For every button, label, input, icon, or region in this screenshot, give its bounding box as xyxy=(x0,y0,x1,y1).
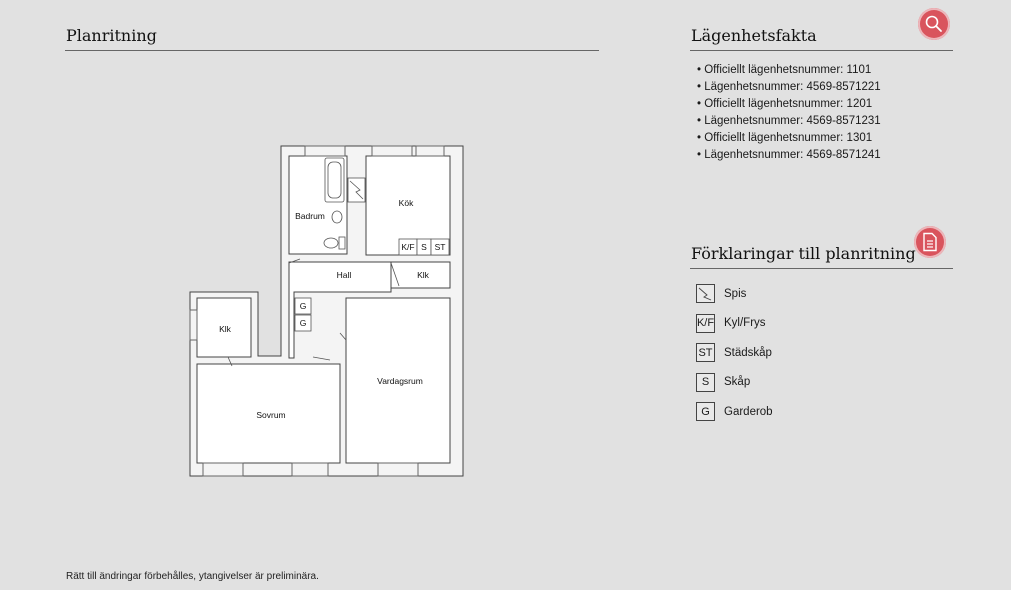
room-label-klk-right: Klk xyxy=(417,270,429,280)
search-icon xyxy=(924,14,944,34)
marker-g2: G xyxy=(299,318,307,328)
legend-label: Garderob xyxy=(724,405,773,418)
legend-symbol: G xyxy=(696,402,715,421)
marker-g1: G xyxy=(299,301,307,311)
legend-label: Städskåp xyxy=(724,346,772,359)
room-label-hall: Hall xyxy=(336,270,352,280)
document-icon xyxy=(921,232,939,252)
legend-label: Kyl/Frys xyxy=(724,317,766,330)
search-button[interactable] xyxy=(918,8,950,40)
marker-st: ST xyxy=(434,242,446,252)
disclaimer-text: Rätt till ändringar förbehålles, ytangivelser är preliminära. xyxy=(66,571,319,582)
fact-item: • Lägenhetsnummer: 4569-8571221 xyxy=(697,81,881,93)
legend-item xyxy=(696,279,773,309)
legend-item xyxy=(696,309,773,339)
legend-label: Spis xyxy=(724,287,747,300)
document-button[interactable] xyxy=(914,226,946,258)
facts-divider xyxy=(690,50,953,51)
fact-item: • Officiellt lägenhetsnummer: 1101 xyxy=(697,64,872,76)
fact-item: • Lägenhetsnummer: 4569-8571241 xyxy=(697,149,881,161)
fact-item: • Lägenhetsnummer: 4569-8571231 xyxy=(697,115,881,127)
room-label-sovrum: Sovrum xyxy=(256,410,286,420)
facts-title: Lägenhetsfakta xyxy=(691,26,817,45)
stove-icon xyxy=(696,284,715,303)
fact-item: • Officiellt lägenhetsnummer: 1301 xyxy=(697,132,873,144)
legend-symbol: K/F xyxy=(696,314,715,333)
legend-item xyxy=(696,338,773,368)
fact-item: • Officiellt lägenhetsnummer: 1201 xyxy=(697,98,873,110)
marker-s: S xyxy=(421,242,427,252)
legend-divider xyxy=(690,268,953,269)
legend-list xyxy=(696,279,773,427)
legend-item xyxy=(696,397,773,427)
room-label-vardagsrum: Vardagsrum xyxy=(377,376,423,386)
legend-symbol: ST xyxy=(696,343,715,362)
room-label-badrum: Badrum xyxy=(295,211,325,221)
marker-kf: K/F xyxy=(401,242,415,252)
floorplan-title: Planritning xyxy=(66,26,157,45)
legend-item xyxy=(696,368,773,398)
legend-label: Skåp xyxy=(724,376,751,389)
legend-title: Förklaringar till planritning xyxy=(691,244,916,263)
room-label-kok: Kök xyxy=(398,198,414,208)
facts-list xyxy=(697,63,881,165)
legend-symbol: S xyxy=(696,373,715,392)
stove-icon xyxy=(348,178,365,202)
room-label-klk-left: Klk xyxy=(219,324,231,334)
